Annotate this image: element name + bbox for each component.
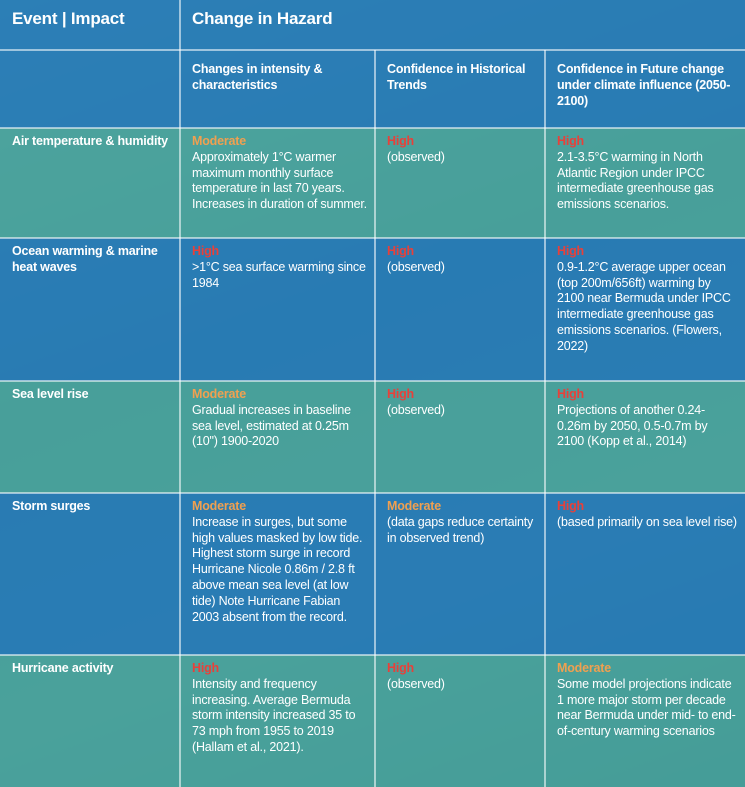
cell-description: (data gaps reduce certainty in observed trend) xyxy=(387,514,534,545)
cell-description: (observed) xyxy=(387,402,445,417)
cell-description: >1°C sea surface warming since 1984 xyxy=(192,259,366,290)
column-divider xyxy=(179,0,181,787)
row-divider xyxy=(0,49,745,51)
subheader-row xyxy=(0,50,745,128)
row-divider xyxy=(0,654,745,656)
historical-cell xyxy=(375,381,545,493)
row-divider xyxy=(0,492,745,494)
future-cell xyxy=(545,128,745,238)
column-divider xyxy=(544,50,546,787)
cell-description: 2.1-3.5°C warming in North Atlantic Region under IPCC intermediate greenhouse gas emissions scenarios. xyxy=(557,149,714,212)
confidence-level: High xyxy=(557,499,584,513)
confidence-level: Moderate xyxy=(192,387,246,401)
event-name: Sea level rise xyxy=(0,381,180,493)
historical-cell xyxy=(375,493,545,655)
cell-description: Increase in surges, but some high values masked by low tide. Highest storm surge in record Hurricane Nicole 0.86m / 2.8 ft above mean sea level (at low tide) Note Hurricane Fabian 2003 absent from the record. xyxy=(192,514,363,624)
confidence-level: High xyxy=(557,387,584,401)
confidence-level: Moderate xyxy=(557,661,611,675)
confidence-level: Moderate xyxy=(387,499,441,513)
event-name: Air temperature & humidity xyxy=(0,128,180,238)
change-in-hazard-header: Change in Hazard xyxy=(180,0,745,50)
subheader-intensity: Changes in intensity & characteristics xyxy=(180,50,375,128)
future-cell xyxy=(545,381,745,493)
intensity-cell xyxy=(180,493,375,655)
event-impact-header: Event | Impact xyxy=(0,0,180,50)
row-divider xyxy=(0,127,745,129)
future-cell xyxy=(545,493,745,655)
row-divider xyxy=(0,380,745,382)
subheader-historical: Confidence in Historical Trends xyxy=(375,50,545,128)
cell-description: Projections of another 0.24-0.26m by 2050, 0.5-0.7m by 2100 (Kopp et al., 2014) xyxy=(557,402,708,449)
table-row xyxy=(0,128,745,238)
confidence-level: Moderate xyxy=(192,499,246,513)
intensity-cell xyxy=(180,238,375,381)
confidence-level: High xyxy=(387,661,414,675)
event-name: Ocean warming & marine heat waves xyxy=(0,238,180,381)
confidence-level: High xyxy=(192,661,219,675)
cell-description: Some model projections indicate 1 more major storm per decade near Bermuda under mid- to end-of-century warming scenarios xyxy=(557,676,736,739)
confidence-level: High xyxy=(387,387,414,401)
historical-cell xyxy=(375,128,545,238)
table-row xyxy=(0,655,745,787)
subheader-future: Confidence in Future change under climate influence (2050-2100) xyxy=(545,50,745,128)
historical-cell xyxy=(375,238,545,381)
intensity-cell xyxy=(180,381,375,493)
table-row xyxy=(0,381,745,493)
intensity-cell xyxy=(180,128,375,238)
column-divider xyxy=(374,50,376,787)
table-title-row xyxy=(0,0,745,50)
future-cell xyxy=(545,655,745,787)
table-row xyxy=(0,493,745,655)
cell-description: (observed) xyxy=(387,259,445,274)
cell-description: Gradual increases in baseline sea level, estimated at 0.25m (10") 1900-2020 xyxy=(192,402,351,449)
confidence-level: High xyxy=(192,244,219,258)
confidence-level: High xyxy=(387,244,414,258)
confidence-level: High xyxy=(557,244,584,258)
subheader-empty xyxy=(0,50,180,128)
cell-description: Intensity and frequency increasing. Average Bermuda storm intensity increased 35 to 73 mph from 1955 to 2019 (Hallam et al., 2021). xyxy=(192,676,356,754)
event-name: Storm surges xyxy=(0,493,180,655)
cell-description: (observed) xyxy=(387,149,445,164)
cell-description: Approximately 1°C warmer maximum monthly surface temperature in last 70 years. Increases in duration of summer. xyxy=(192,149,367,212)
confidence-level: High xyxy=(557,134,584,148)
table-row xyxy=(0,238,745,381)
confidence-level: Moderate xyxy=(192,134,246,148)
historical-cell xyxy=(375,655,545,787)
event-name: Hurricane activity xyxy=(0,655,180,787)
cell-description: (based primarily on sea level rise) xyxy=(557,514,737,529)
cell-description: 0.9-1.2°C average upper ocean (top 200m/656ft) warming by 2100 near Bermuda under IPCC intermediate greenhouse gas emissions scenarios. (Flowers, 2022) xyxy=(557,259,731,353)
cell-description: (observed) xyxy=(387,676,445,691)
confidence-level: High xyxy=(387,134,414,148)
future-cell xyxy=(545,238,745,381)
row-divider xyxy=(0,237,745,239)
intensity-cell xyxy=(180,655,375,787)
